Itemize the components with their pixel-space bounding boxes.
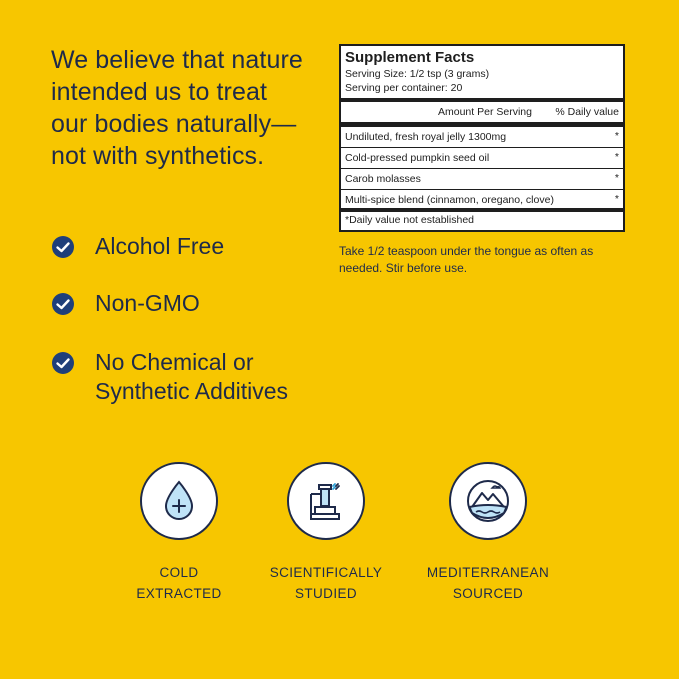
headline-line: We believe that nature: [51, 46, 303, 74]
amount-header: Amount Per Serving: [438, 106, 532, 118]
headline-line: our bodies naturally—: [51, 110, 297, 138]
badge-label-line: SOURCED: [452, 586, 524, 601]
water-drop-icon: [153, 475, 205, 527]
feature-no-chemical: [51, 348, 288, 406]
facts-row: [341, 168, 623, 189]
ingredient-dv: *: [614, 193, 619, 205]
badge-label: [256, 562, 396, 604]
badge-label: [109, 562, 249, 604]
badge-label-line: STUDIED: [294, 586, 358, 601]
check-circle-icon: [51, 292, 75, 316]
badge-label-line: MEDITERRANEAN: [426, 565, 550, 580]
feature-non-gmo: [51, 289, 200, 318]
facts-row: [341, 147, 623, 168]
badge-circle: [287, 462, 365, 540]
badge-cold-extracted: [109, 462, 249, 604]
badge-label-line: COLD: [159, 565, 199, 580]
ingredient-dv: *: [614, 172, 619, 184]
ingredient-label: Undiluted, fresh royal jelly 1300mg: [345, 131, 507, 143]
badge-circle: [140, 462, 218, 540]
facts-footnote: *Daily value not established: [345, 214, 474, 226]
facts-divider: [341, 208, 623, 212]
badge-label-line: EXTRACTED: [136, 586, 222, 601]
headline-line: not with synthetics.: [51, 142, 265, 170]
feature-label: Non-GMO: [95, 290, 200, 316]
feature-label-line: No Chemical or: [95, 349, 254, 375]
microscope-icon: [299, 474, 353, 528]
badge-circle: [449, 462, 527, 540]
badge-label: [418, 562, 558, 604]
facts-row: [341, 189, 623, 210]
servings-per-container: Serving per container: 20: [345, 82, 463, 94]
ingredient-label: Carob molasses: [345, 173, 421, 185]
check-circle-icon: [51, 351, 75, 375]
directions-text: Take 1/2 teaspoon under the tongue as often as needed. Stir before use.: [339, 244, 594, 275]
badge-label-line: SCIENTIFICALLY: [269, 565, 383, 580]
facts-title: Supplement Facts: [345, 49, 475, 66]
facts-row: [341, 126, 623, 147]
daily-value-header: % Daily value: [555, 106, 619, 118]
headline: [51, 44, 331, 172]
badge-mediterranean-sourced: [418, 462, 558, 604]
ingredient-label: Cold-pressed pumpkin seed oil: [345, 152, 490, 164]
badge-scientifically-studied: [256, 462, 396, 604]
supplement-facts-panel: [339, 44, 625, 232]
ingredient-dv: *: [614, 151, 619, 163]
ingredient-label: Multi-spice blend (cinnamon, oregano, clove): [345, 194, 554, 206]
feature-label: Alcohol Free: [95, 233, 225, 259]
feature-alcohol-free: [51, 232, 224, 261]
ingredient-dv: *: [614, 130, 619, 142]
facts-divider: [341, 98, 623, 102]
feature-label: [95, 348, 288, 406]
serving-size: Serving Size: 1/2 tsp (3 grams): [345, 68, 490, 80]
check-circle-icon: [51, 235, 75, 259]
feature-label-line: Synthetic Additives: [95, 378, 289, 404]
mountain-sea-icon: [460, 473, 516, 529]
headline-line: intended us to treat: [51, 78, 268, 106]
